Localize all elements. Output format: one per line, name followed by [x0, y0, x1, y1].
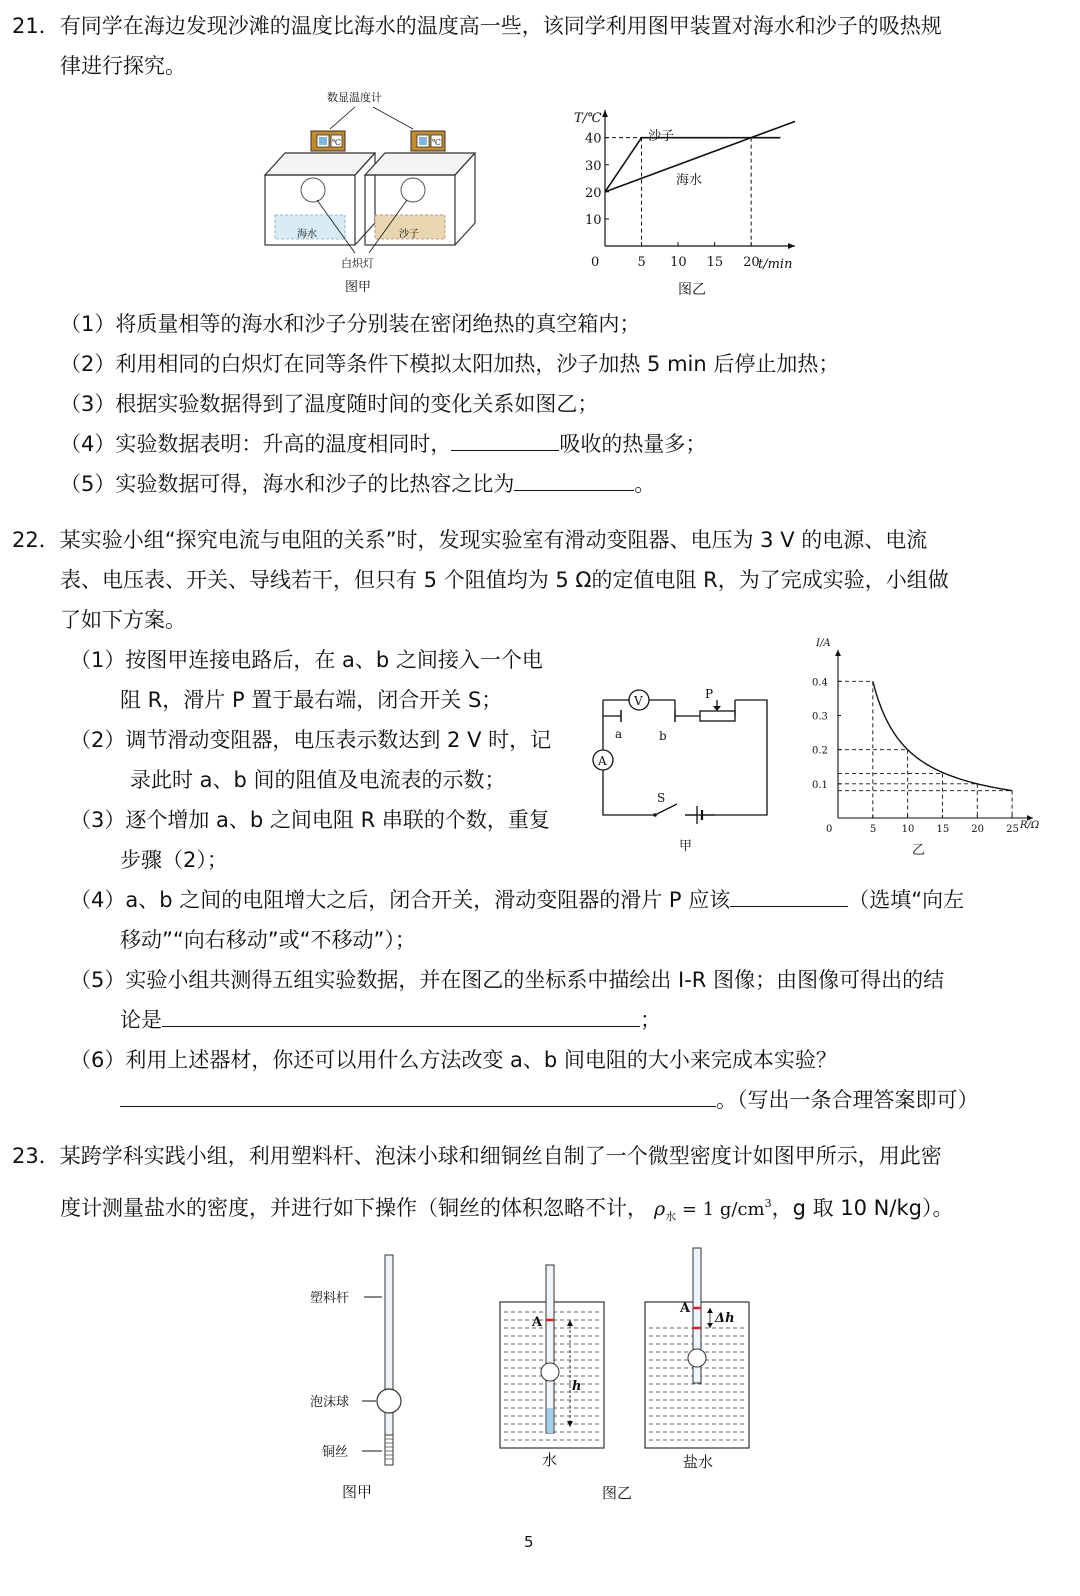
box-left-label: 海水: [297, 229, 317, 240]
ammeter-label: A: [598, 754, 607, 768]
node-b-label: b: [659, 729, 667, 743]
q21-stem-line1: 21．有同学在海边发现沙滩的温度比海水的温度高一些，该同学利用图甲装置对海水和沙子的吸热规: [12, 14, 942, 38]
q22-step1-line1: （1）按图甲连接电路后，在 a、b 之间接入一个电: [70, 648, 543, 672]
page-number: 5: [524, 1533, 534, 1551]
wire-label: 铜丝: [322, 1445, 349, 1460]
y-axis-label: I/A: [816, 638, 831, 649]
x-tick-label: 25: [1006, 824, 1019, 835]
q22-step4-blank[interactable]: [730, 886, 848, 907]
ball-label: 泡沫球: [310, 1395, 350, 1410]
q23-stem-line1: 23．某跨学科实践小组，利用塑料杆、泡沫小球和细铜丝自制了一个微型密度计如图甲所示，用此密: [12, 1144, 942, 1168]
q22-step4-line2: 移动”“向右移动”或“不移动”）；: [120, 928, 416, 952]
node-a-label: a: [615, 727, 623, 741]
unit-mark-right: ℃: [432, 138, 441, 147]
q22-step6-blank[interactable]: [120, 1086, 716, 1107]
q22-step1-line2: 阻 R，滑片 P 置于最右端，闭合开关 S；: [120, 688, 503, 712]
rho-value: = 1 g/cm: [676, 1199, 765, 1220]
voltmeter-label: V: [634, 694, 643, 708]
sand-series-label: 沙子: [648, 129, 675, 144]
x-axis-label: R/Ω: [1020, 820, 1040, 831]
dh-label: Δh: [715, 1311, 735, 1326]
x-tick-label: 10: [901, 824, 915, 835]
rod-label: 塑料杆: [310, 1291, 350, 1306]
fig-a-caption: 图甲: [345, 280, 372, 295]
q22-step5-prefix: 论是: [120, 1008, 162, 1032]
q21-figure-apparatus: [255, 85, 485, 300]
x-tick-label: 5: [637, 255, 646, 270]
water-series-label: 海水: [676, 173, 703, 188]
x-tick-label: 10: [670, 255, 687, 270]
q22-step2-line1: （2）调节滑动变阻器，电压表示数达到 2 V 时，记: [70, 728, 552, 752]
fig-b-caption: 图乙: [678, 282, 706, 298]
q21-step4-prefix: （4）实验数据表明：升高的温度相同时，: [60, 432, 452, 456]
y-tick-label: 0.2: [812, 745, 828, 757]
q21-step5-prefix: （5）实验数据可得，海水和沙子的比热容之比为: [60, 472, 515, 496]
q21-step3: （3）根据实验数据得到了温度随时间的变化关系如图乙；: [60, 392, 599, 416]
q22-step6-suffix: 。（写出一条合理答案即可）: [716, 1088, 979, 1112]
q22-stem-line2: 表、电压表、开关、导线若干，但只有 5 个阻值均为 5 Ω的定值电阻 R，为了完成实验，小组做: [60, 568, 949, 592]
q23-density-meter-figure: [300, 1245, 430, 1515]
y-axis-arrow: [835, 650, 841, 656]
switch-label: S: [657, 791, 666, 805]
q21-step5-suffix: 。: [634, 472, 656, 496]
q23-stem-suffix: ，g 取 10 N/kg）。: [771, 1196, 954, 1220]
y-tick-label: 0.4: [812, 677, 828, 689]
y-tick-label: 10: [585, 212, 602, 228]
q22-step4-suffix: （选填“向左: [848, 888, 965, 912]
q23-beakers-figure: [490, 1240, 760, 1515]
q22-current-resistance-chart: [800, 632, 1050, 862]
x-tick-label: 20: [971, 824, 985, 835]
q21-step4-blank[interactable]: [451, 430, 559, 451]
thermometer-label: 数显温度计: [327, 91, 382, 104]
slider-label: P: [705, 687, 714, 701]
lamp-label: 白炽灯: [341, 257, 374, 270]
q22-step4: [70, 886, 964, 914]
rho-subscript: 水: [665, 1210, 677, 1224]
q21-temperature-chart: [560, 100, 810, 300]
y-tick-label: 40: [585, 131, 602, 147]
q23-fig-b-caption: 图乙: [602, 1484, 633, 1502]
q22-stem-line3: 了如下方案。: [60, 608, 186, 632]
brine-label: 盐水: [683, 1453, 714, 1471]
rho-symbol: ρ: [654, 1198, 666, 1220]
q21-step2: （2）利用相同的白炽灯在同等条件下模拟太阳加热，沙子加热 5 min 后停止加热；: [60, 352, 840, 376]
h-label: h: [572, 1379, 582, 1394]
origin-label: 0: [826, 824, 833, 835]
q23-stem-prefix: 度计测量盐水的密度，并进行如下操作（铜丝的体积忽略不计，: [60, 1196, 648, 1220]
y-tick-label: 0.1: [812, 779, 828, 791]
q22-step5-line1: （5）实验小组共测得五组实验数据，并在图乙的坐标系中描绘出 I-R 图像；由图像可得出的结: [70, 968, 945, 992]
mark-a-water: A: [532, 1315, 543, 1330]
q22-step6-line2: [120, 1086, 979, 1114]
q21-step1: （1）将质量相等的海水和沙子分别装在密闭绝热的真空箱内；: [60, 312, 641, 336]
x-tick-label: 15: [936, 824, 950, 835]
x-axis-label: t/min: [758, 257, 793, 272]
water-label: 水: [542, 1451, 558, 1469]
q22-step3-line2: 步骤（2）；: [120, 848, 228, 872]
mark-a-brine: A: [680, 1301, 691, 1316]
q22-step5-suffix: ；: [640, 1008, 661, 1032]
y-tick-label: 30: [585, 158, 602, 174]
x-tick-label: 15: [706, 255, 724, 270]
q22-step3-line1: （3）逐个增加 a、b 之间电阻 R 串联的个数，重复: [70, 808, 550, 832]
unit-mark-left: ℃: [332, 138, 341, 147]
q22-stem-line1: 22．某实验小组“探究电流与电阻的关系”时，发现实验室有滑动变阻器、电压为 3 V 的电源、电流: [12, 528, 928, 552]
q22-circuit-diagram: [585, 680, 780, 860]
x-tick-label: 20: [743, 255, 760, 270]
y-axis-label: T/℃: [574, 111, 602, 126]
q21-step5: [60, 470, 655, 498]
q21-step5-blank[interactable]: [514, 470, 634, 491]
y-tick-label: 20: [585, 185, 602, 201]
q22-step2-line2: 录此时 a、b 间的阻值及电流表的示数；: [130, 768, 506, 792]
q22-step5-line2: [120, 1006, 661, 1034]
box-right-label: 沙子: [399, 229, 419, 240]
x-tick-label: 5: [869, 824, 877, 835]
graph-caption: 乙: [912, 843, 926, 858]
y-tick-label: 0.3: [812, 711, 828, 723]
q22-step6-line1: （6）利用上述器材，你还可以用什么方法改变 a、b 间电阻的大小来完成本实验？: [70, 1048, 837, 1072]
q23-stem-line2: [60, 1190, 953, 1231]
circuit-caption: 甲: [679, 839, 693, 854]
q21-step4-suffix: 吸收的热量多；: [559, 432, 707, 456]
q21-stem-line2: 律进行探究。: [60, 54, 186, 78]
origin-label: 0: [591, 255, 600, 270]
q21-step4: [60, 430, 706, 458]
x-axis-arrow: [788, 243, 795, 249]
q22-step4-prefix: （4）a、b 之间的电阻增大之后，闭合开关，滑动变阻器的滑片 P 应该: [70, 888, 731, 912]
q22-step5-blank[interactable]: [162, 1006, 640, 1027]
y-axis-arrow: [602, 110, 608, 117]
rho-exponent: 3: [764, 1197, 772, 1210]
q23-fig-a-caption: 图甲: [342, 1483, 373, 1501]
